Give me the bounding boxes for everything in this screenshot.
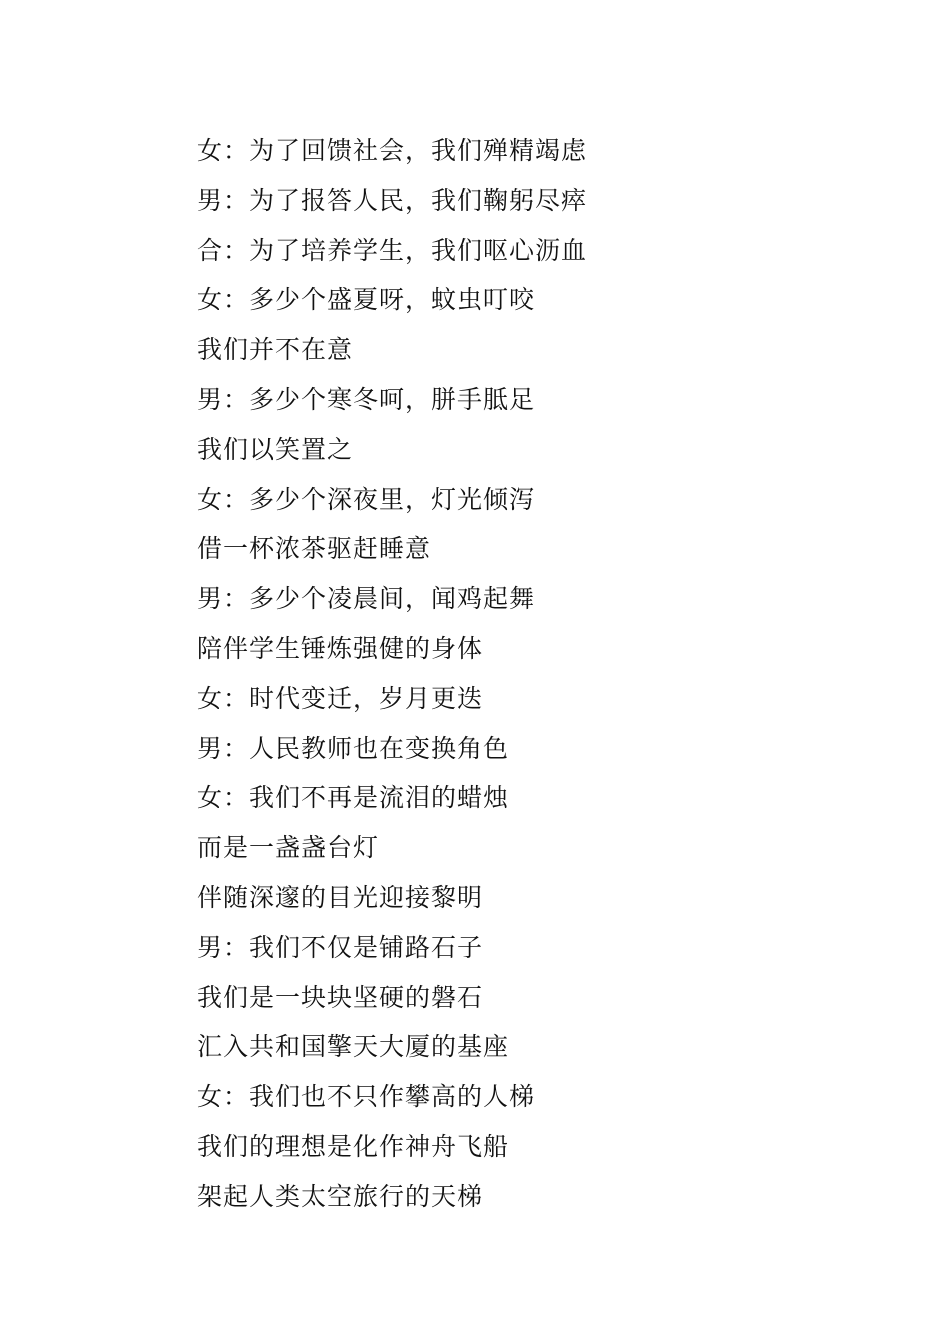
text-line-5: 我们并不在意 — [197, 335, 354, 365]
poem-text — [197, 126, 817, 1222]
text-line-1: 女：为了回馈社会，我们殚精竭虑 — [197, 136, 588, 165]
text-line-12: 女：时代变迁，岁月更迭 — [197, 683, 484, 713]
text-line-9: 借一杯浓茶驱赶睡意 — [197, 534, 432, 564]
text-line-3: 合：为了培养学生，我们呕心沥血 — [197, 235, 588, 265]
text-line-18: 我们是一块块坚硬的磐石 — [197, 982, 484, 1012]
text-line-6: 男：多少个寒冬呵，胼手胝足 — [197, 384, 536, 414]
text-line-13: 男：人民教师也在变换角色 — [197, 733, 510, 763]
text-line-7: 我们以笑置之 — [197, 434, 354, 464]
text-line-16: 伴随深邃的目光迎接黎明 — [197, 882, 484, 912]
text-line-21: 我们的理想是化作神舟飞船 — [197, 1131, 510, 1161]
text-line-10: 男：多少个凌晨间，闻鸡起舞 — [197, 584, 536, 614]
text-line-8: 女：多少个深夜里，灯光倾泻 — [197, 484, 536, 514]
text-line-17: 男：我们不仅是铺路石子 — [197, 932, 484, 962]
text-line-14: 女：我们不再是流泪的蜡烛 — [197, 783, 510, 813]
text-line-20: 女：我们也不只作攀高的人梯 — [197, 1082, 536, 1112]
text-line-2: 男：为了报答人民，我们鞠躬尽瘁 — [197, 185, 588, 215]
text-line-15: 而是一盏盏台灯 — [197, 833, 380, 863]
text-line-4: 女：多少个盛夏呀，蚊虫叮咬 — [197, 285, 536, 315]
text-line-11: 陪伴学生锤炼强健的身体 — [197, 633, 484, 663]
text-line-22: 架起人类太空旅行的天梯 — [197, 1181, 484, 1211]
text-line-19: 汇入共和国擎天大厦的基座 — [197, 1032, 510, 1062]
